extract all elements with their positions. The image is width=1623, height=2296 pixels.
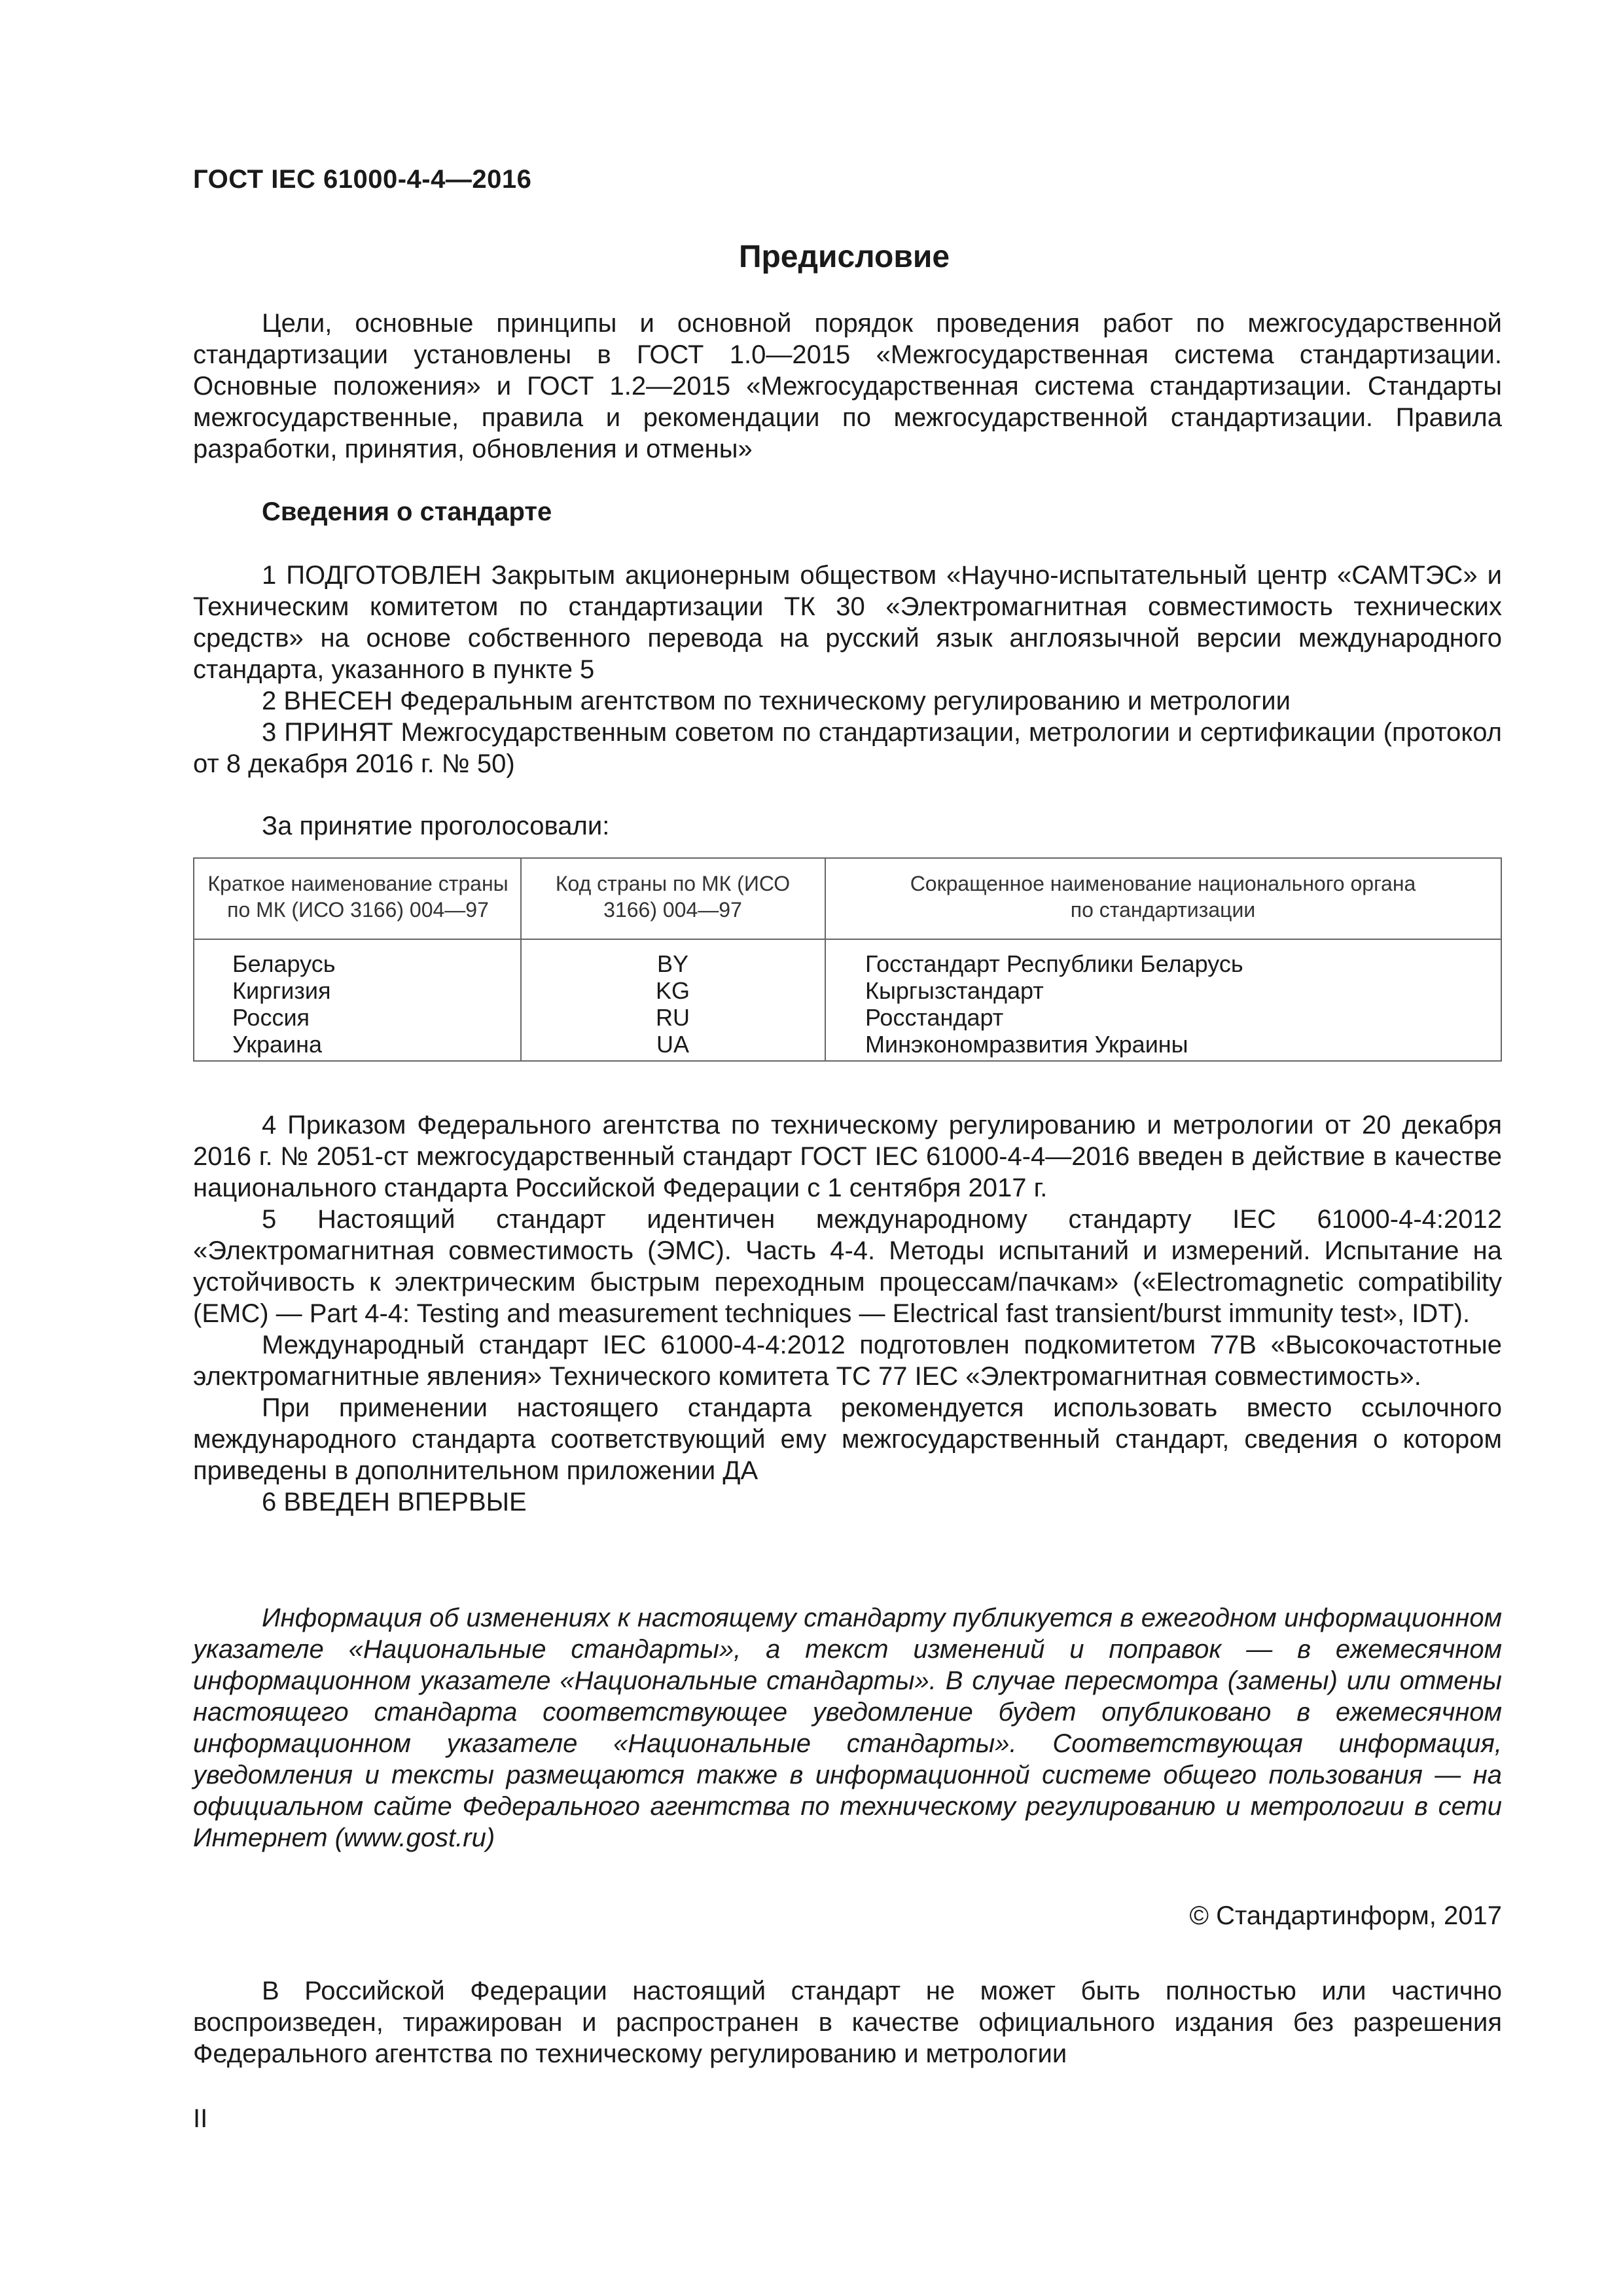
intro-paragraph-block: [193, 308, 1502, 465]
copyright-line: © Стандартинформ, 2017: [1189, 1901, 1502, 1930]
iec-note-paragraph: Международный стандарт IEC 61000-4-4:2012 подготовлен подкомитетом 77В «Высокочастотные электромагнитные явления» Технического комитета ТС 77 IEC «Электромагнитная совместимость».: [193, 1331, 1502, 1391]
table-header-code: Код страны по МК (ИСО 3166) 004—97: [555, 872, 791, 922]
changes-notice-block: [193, 1602, 1502, 1854]
items-bottom-block: [193, 1109, 1502, 1518]
table-header-country: Краткое наименование страны по МК (ИСО 3166) 004—97: [207, 872, 508, 922]
table-cell-body: Росстандарт: [865, 1004, 1004, 1031]
page-title: Предисловие: [738, 240, 950, 274]
item-5-paragraph: 5 Настоящий стандарт идентичен международному стандарту IEC 61000-4-4:2012 «Электромагнитная совместимость (ЭМС). Часть 4-4. Методы испытаний и измерений. Испытание на устойчивость к электрическим быстрым переходным процессам/пачкам» («Electromagnetic compatibility (EMC) — Part 4-4: Testing and measurement techniques — Electrical fast transient/burst immunity test», IDT).: [193, 1205, 1502, 1328]
vote-label: За принятие проголосовали:: [262, 812, 610, 840]
table-cell-body: Кыргызстандарт: [865, 977, 1044, 1004]
changes-notice: Информация об изменениях к настоящему стандарту публикуется в ежегодном информационном указателе «Национальные стандарты», а текст изменений и поправок — в ежемесячном информационном указателе «Национальные стандарты». В случае пересмотра (замены) или отмены настоящего стандарта соответствующее уведомление будет опубликовано в ежемесячном информационном указателе «Национальные стандарты». Соответствующая информация, уведомления и тексты размещаются также в информационной системе общего пользования — на официальном сайте Федерального агентства по техническому регулированию и метрологии в сети Интернет (www.gost.ru): [193, 1604, 1502, 1852]
item-1-paragraph: 1 ПОДГОТОВЛЕН Закрытым акционерным обществом «Научно-испытательный центр «САМТЭС» и Техническим комитетом по стандартизации ТК 30 «Электромагнитная совместимость технических средств» на основе собственного перевода на русский язык англоязычной версии международного стандарта, указанного в пункте 5: [193, 561, 1502, 684]
table-cell-country: Украина: [232, 1031, 323, 1058]
item-3-paragraph: 3 ПРИНЯТ Межгосударственным советом по стандартизации, метрологии и сертификации (протокол от 8 декабря 2016 г. № 50): [193, 718, 1502, 778]
table-cell-code: RU: [656, 1004, 690, 1031]
table-cell-country: Киргизия: [232, 977, 331, 1004]
table-cell-code: BY: [656, 950, 689, 977]
table-cell-body: Госстандарт Республики Беларусь: [865, 950, 1243, 977]
reproduction-notice: В Российской Федерации настоящий стандарт не может быть полностью или частично воспроизведен, тиражирован и распространен в качестве официального издания без разрешения Федерального агентства по техническому регулированию и метрологии: [193, 1977, 1502, 2068]
table-cell-country: Беларусь: [232, 950, 336, 977]
table-column-divider: [520, 859, 522, 1060]
table-cell-country: Россия: [232, 1004, 310, 1031]
table-cell-code: KG: [655, 977, 690, 1004]
table-column-divider: [825, 859, 826, 1060]
item-4-paragraph: 4 Приказом Федерального агентства по техническому регулированию и метрологии от 20 декабря 2016 г. № 2051-ст межгосударственный стандарт ГОСТ IEC 61000-4-4—2016 введен в действие в качестве национального стандарта Российской Федерации с 1 сентября 2017 г.: [193, 1111, 1502, 1202]
table-cell-body: Минэкономразвития Украины: [865, 1031, 1188, 1058]
info-heading: Сведения о стандарте: [262, 497, 552, 526]
item-6-paragraph: 6 ВВЕДЕН ВПЕРВЫЕ: [262, 1488, 527, 1516]
application-note-paragraph: При применении настоящего стандарта рекомендуется использовать вместо ссылочного международного стандарта соответствующий ему межгосударственный стандарт, сведения о котором приведены в дополнительном приложении ДА: [193, 1393, 1502, 1485]
table-header-body: Сокращенное наименование национального органа по стандартизации: [910, 872, 1416, 922]
reproduction-notice-block: [193, 1975, 1502, 2070]
item-2-paragraph: 2 ВНЕСЕН Федеральным агентством по техническому регулированию и метрологии: [262, 687, 1291, 715]
items-top-block: [193, 560, 1502, 780]
page-number: II: [193, 2104, 208, 2133]
intro-paragraph: Цели, основные принципы и основной порядок проведения работ по межгосударственной стандартизации установлены в ГОСТ 1.0—2015 «Межгосударственная система стандартизации. Основные положения» и ГОСТ 1.2—2015 «Межгосударственная система стандартизации. Стандарты межгосударственные, правила и рекомендации по межгосударственной стандартизации. Правила разработки, принятия, обновления и отмены»: [193, 309, 1502, 463]
table-cell-code: UA: [656, 1031, 689, 1058]
countries-table: [193, 857, 1502, 1062]
standard-code-header: ГОСТ IEC 61000-4-4—2016: [193, 165, 532, 194]
